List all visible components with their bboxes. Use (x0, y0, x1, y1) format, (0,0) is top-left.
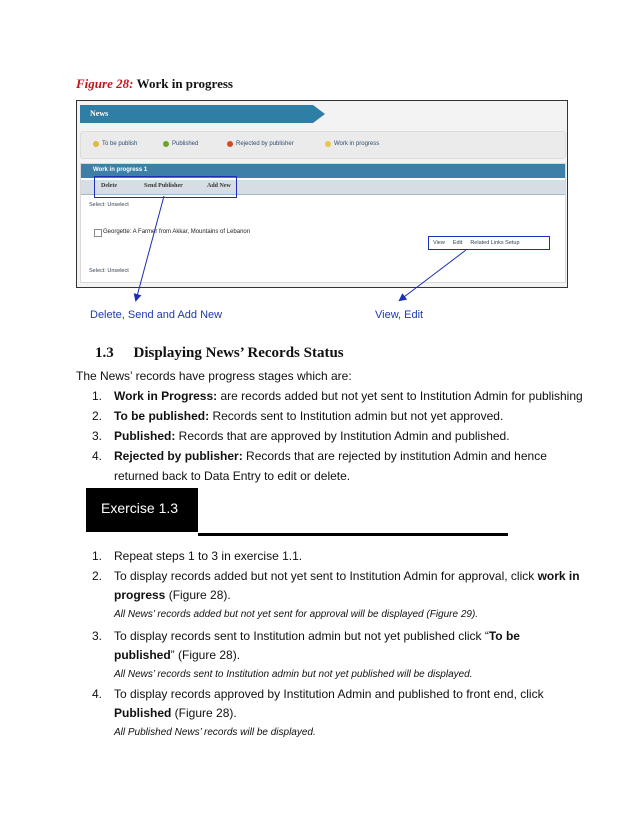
step-continuation: progress (Figure 28). (114, 588, 231, 602)
edit-action[interactable]: Edit (452, 240, 463, 246)
step-note: All Published News’ records will be displayed. (114, 727, 316, 738)
delete-tab[interactable]: Delete (101, 183, 117, 189)
list-item: 1. Work in Progress: are records added but not yet sent to Institution Admin for publishing (92, 389, 583, 403)
view-action[interactable]: View (433, 240, 445, 246)
step-continuation: published” (Figure 28). (114, 648, 241, 662)
section-number: 1.3 (95, 345, 114, 361)
step-item: 1. Repeat steps 1 to 3 in exercise 1.1. (92, 549, 303, 563)
step-item: 3. To display records sent to Institution admin but not yet published click “To be (92, 629, 520, 643)
step-continuation: Published (Figure 28). (114, 706, 237, 720)
arrow-to-actions (400, 250, 466, 300)
section-heading (95, 345, 344, 362)
select-link[interactable]: Select: (89, 268, 106, 274)
step-item: 2. To display records added but not yet sent to Institution Admin for approval, click work in (92, 569, 580, 583)
unselect-link[interactable]: Unselect (107, 268, 129, 274)
list-item: 4. Rejected by publisher: Records that are rejected by institution Admin and hence (92, 449, 547, 463)
list-item: 3. Published: Records that are approved by Institution Admin and published. (92, 429, 510, 443)
exercise-rule (198, 533, 508, 536)
intro-text: The News’ records have progress stages which are: (76, 369, 352, 383)
callout-left: Delete, Send and Add New (90, 309, 223, 321)
related-links-action[interactable]: Related Links Setup (470, 240, 520, 246)
status-tab-label: Published (172, 141, 199, 147)
section-title: Displaying News’ Records Status (133, 345, 344, 361)
status-tab-label: To be publish (102, 141, 138, 147)
add-new-tab[interactable]: Add New (207, 183, 231, 189)
figure-title: Work in progress (136, 76, 233, 91)
arrow-to-tabs (136, 196, 164, 300)
step-note: All News’ records added but not yet sent for approval will be displayed (Figure 29). (114, 609, 479, 620)
list-item-continuation: returned back to Data Entry to edit or delete. (114, 469, 351, 483)
step-item: 4. To display records approved by Institution Admin and published to front end, click (92, 687, 544, 701)
unselect-link[interactable]: Unselect (107, 202, 129, 208)
panel-title: Work in progress 1 (93, 167, 148, 173)
step-note: All News’ records sent to Institution admin but not yet published will be displayed. (114, 669, 473, 680)
exercise-title: Exercise 1.3 (101, 500, 179, 516)
callout-right: View, Edit (375, 309, 424, 321)
status-tab-label: Work in progress (334, 141, 380, 147)
list-item: 2. To be published: Records sent to Institution admin but not yet approved. (92, 409, 504, 423)
news-banner-label: News (90, 109, 109, 118)
select-link[interactable]: Select: (89, 202, 106, 208)
record-title[interactable]: Georgette: A Farmer from Akkar, Mountains of Lebanon (103, 229, 251, 235)
status-tab-label: Rejected by publisher (236, 141, 294, 147)
send-publisher-tab[interactable]: Send Publisher (144, 183, 183, 189)
figure-label: Figure 28: (76, 76, 134, 91)
